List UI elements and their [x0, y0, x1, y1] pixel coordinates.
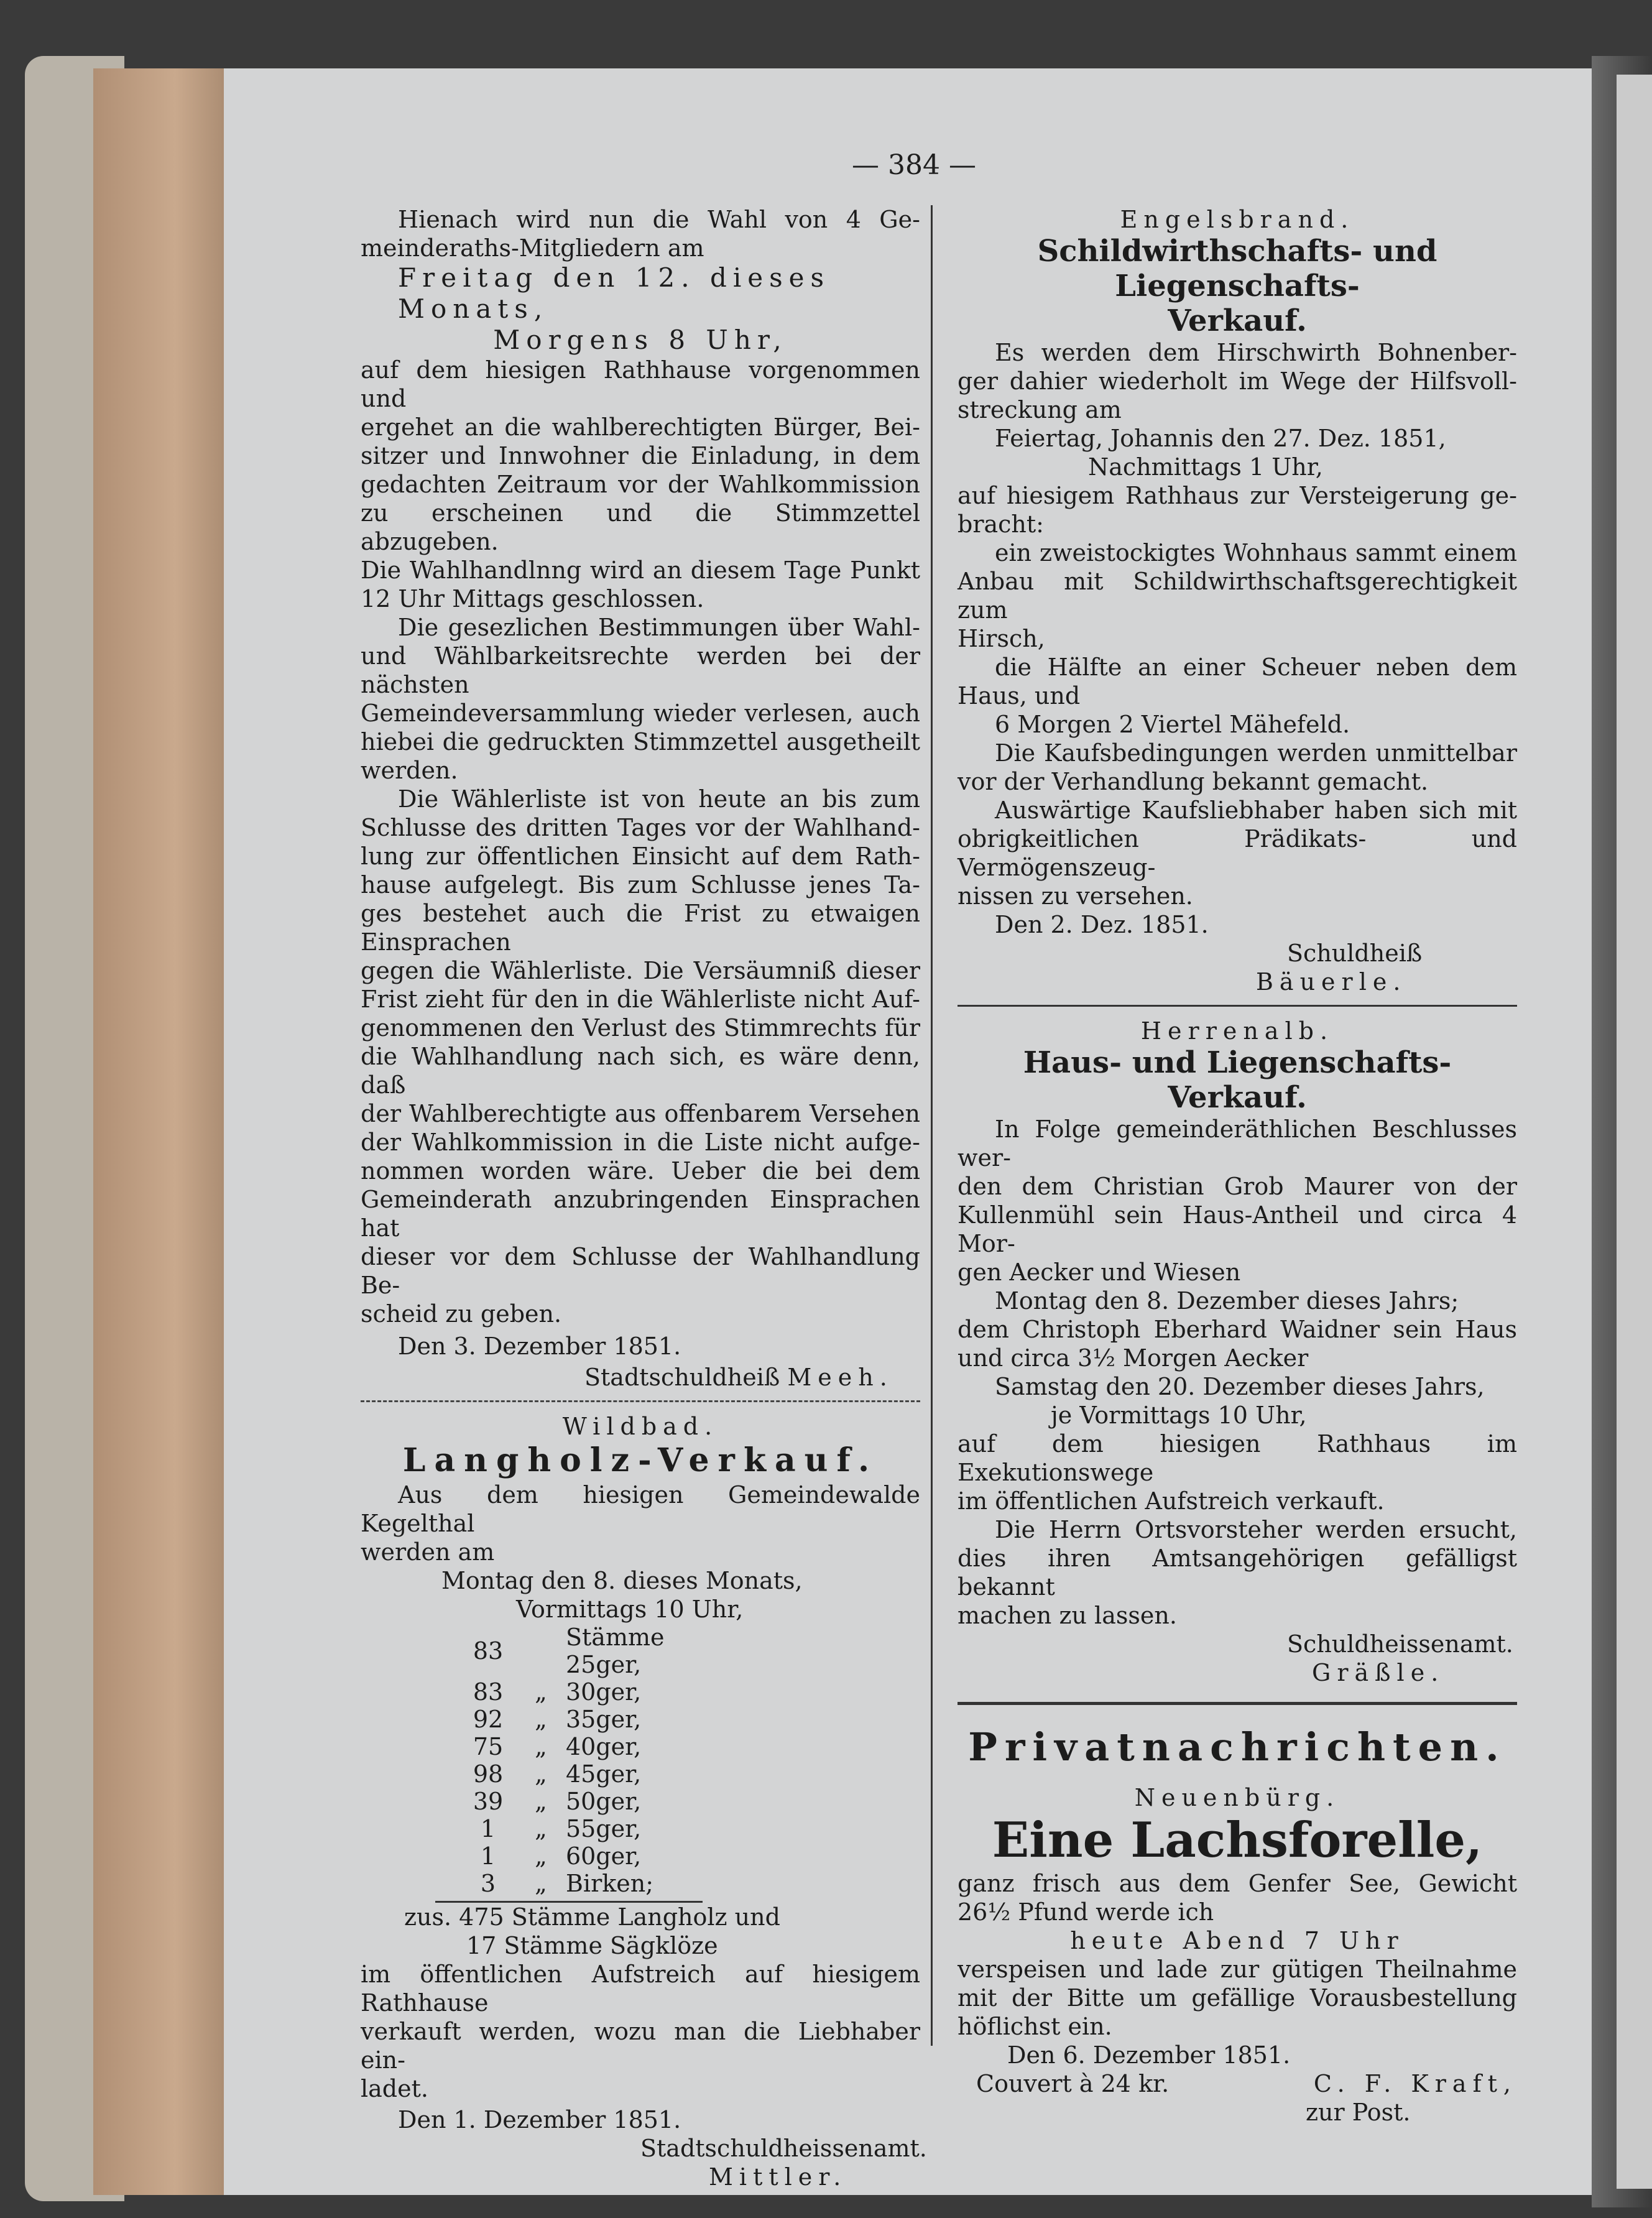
text-line: auf dem hiesigen Rathhause vorgenommen und [361, 356, 920, 412]
text-line: die Hälfte an einer Scheuer neben dem [995, 654, 1517, 681]
ditto-mark: „ [535, 1706, 547, 1733]
text-line: Frist zieht für den in die Wählerliste nicht Auf- [361, 986, 920, 1013]
text-line: nommen worden wäre. Ueber die bei dem [361, 1157, 920, 1185]
text-line: 26½ Pfund werde ich [958, 1898, 1214, 1926]
price-note: Couvert à 24 kr. [976, 2070, 1170, 2097]
row-item: 60ger, [566, 1842, 642, 1870]
place-name: Wildbad. [562, 1413, 719, 1440]
table-row [460, 1842, 721, 1870]
text-line: Die Herrn Ortsvorsteher werden ersucht, [995, 1516, 1517, 1543]
text-line: scheid zu geben. [361, 1300, 562, 1328]
text-line: und Wählbarkeitsrechte werden bei der nächsten [361, 642, 920, 698]
text-line: dies ihren Amtsangehörigen gefälligst bekannt [958, 1545, 1517, 1601]
table-row [460, 1788, 721, 1815]
text-line: Hienach wird nun die Wahl von 4 Ge- [398, 206, 920, 233]
row-count: 92 [473, 1706, 504, 1733]
signature [361, 1363, 920, 1392]
signature-name: Bäuerle. [1256, 968, 1407, 996]
text-line: hiebei die gedruckten Stimmzettel ausgetheilt [361, 728, 920, 756]
facing-page-edge [1617, 75, 1652, 2189]
text-line: vor der Verhandlung bekannt gemacht. [958, 768, 1429, 795]
text-line: ganz frisch aus dem Genfer See, Gewicht [958, 1870, 1517, 1897]
right-column [958, 205, 1517, 2127]
text-line: lung zur öffentlichen Einsicht auf dem Rath- [361, 843, 920, 870]
signature-name: Mittler. [709, 2163, 847, 2191]
text-line: ergehet an die wahlberechtigten Bürger, Bei- [361, 414, 920, 441]
page-stack-edge [93, 68, 230, 2195]
text-line: verkauft werden, wozu man die Liebhaber ein- [361, 2018, 920, 2074]
notice-title: Eine Lachsforelle, [992, 1812, 1483, 1869]
row-item: 40ger, [566, 1733, 642, 1760]
text-line: ein zweistockigtes Wohnhaus sammt einem [995, 539, 1517, 566]
date-line: Den 2. Dez. 1851. [995, 911, 1209, 938]
text-line: bracht: [958, 511, 1044, 538]
total-line: 17 Stämme Sägklöze [466, 1932, 718, 1959]
text-line: Es werden dem Hirschwirth Bohnenber- [995, 339, 1517, 366]
date-line: Feiertag, Johannis den 27. Dez. 1851, [995, 425, 1446, 452]
total-line: zus. 475 Stämme Langholz und [404, 1903, 780, 1931]
row-item: Birken; [566, 1870, 654, 1897]
text-line: Anbau mit Schildwirthschaftsgerechtigkeit zum [958, 568, 1517, 624]
ditto-mark: „ [535, 1815, 547, 1842]
row-count: 83 [473, 1637, 504, 1665]
date-line: Morgens 8 Uhr, [493, 325, 788, 355]
text-line: Die Kaufsbedingungen werden unmittelbar [995, 739, 1517, 767]
date-line: Vormittags 10 Uhr, [516, 1596, 744, 1623]
row-item: 45ger, [566, 1760, 642, 1788]
ditto-mark [516, 1624, 566, 1678]
text-line: mit der Bitte um gefällige Vorausbestellung [958, 1984, 1517, 2012]
text-line: In Folge gemeinderäthlichen Beschlusses wer- [958, 1116, 1517, 1171]
table-row [460, 1624, 721, 1678]
date-line: Samstag den 20. Dezember dieses Jahrs, [995, 1373, 1485, 1400]
date-line: Montag den 8. Dezember dieses Jahrs; [995, 1287, 1459, 1315]
text-line: werden am [361, 1538, 495, 1566]
date-line: Den 6. Dezember 1851. [1007, 2041, 1291, 2069]
text-line: die Wahlhandlung nach sich, es wäre denn, daß [361, 1043, 920, 1099]
text-line: sitzer und Innwohner die Einladung, in dem [361, 442, 920, 469]
text-line: Gemeinderath anzubringenden Einsprachen hat [361, 1186, 920, 1242]
text-line: gegen die Wählerliste. Die Versäumniß dieser [361, 957, 920, 984]
table-row [460, 1733, 721, 1760]
text-line: Schlusse des dritten Tages vor der Wahlhand- [361, 814, 920, 841]
text-line: hause aufgelegt. Bis zum Schlusse jenes Ta- [361, 871, 920, 899]
text-line: Auswärtige Kaufsliebhaber haben sich mit [995, 797, 1517, 824]
ditto-mark: „ [535, 1788, 547, 1815]
notice-heading: Verkauf. [1168, 303, 1307, 338]
signature-title: Stadtschuldheissenamt. [640, 2135, 927, 2162]
text-line: meinderaths-Mitgliedern am [361, 234, 704, 262]
ditto-mark: „ [535, 1870, 547, 1897]
row-count: 39 [473, 1788, 504, 1815]
time-line: heute Abend 7 Uhr [1070, 1927, 1405, 1954]
row-count: 1 [480, 1815, 496, 1842]
signature-line [958, 2069, 1517, 2098]
date-line: Montag den 8. dieses Monats, [441, 1567, 803, 1594]
signature-title: Stadtschuldheiß [584, 1364, 780, 1391]
signature-title: Schuldheiß [1287, 940, 1423, 967]
timber-table [460, 1624, 721, 1897]
section-divider [958, 1005, 1517, 1007]
text-line: verspeisen und lade zur gütigen Theilnahme [958, 1956, 1517, 1983]
text-line: zu erscheinen und die Stimmzettel abzugeben. [361, 499, 920, 555]
date-line: je Vormittags 10 Uhr, [1051, 1402, 1307, 1429]
privat-notice [958, 1724, 1517, 2127]
signature-place: zur Post. [1306, 2099, 1411, 2126]
text-line: nissen zu versehen. [958, 882, 1193, 910]
engelsbrand-notice [958, 205, 1517, 996]
text-line: Aus dem hiesigen Gemeindewalde Kegelthal [361, 1481, 920, 1537]
row-item: Stämme 25ger, [566, 1624, 665, 1678]
table-row [460, 1760, 721, 1788]
notice-heading: Langholz-Verkauf. [402, 1441, 879, 1479]
row-count: 83 [473, 1678, 504, 1706]
column-divider [931, 205, 933, 2046]
notice-heading: Schildwirthschafts- und Liegenschafts- [1037, 234, 1437, 303]
text-line: Hirsch, [958, 625, 1045, 652]
text-line: dieser vor dem Schlusse der Wahlhandlung Be- [361, 1243, 920, 1299]
ditto-mark: „ [535, 1678, 547, 1706]
wildbad-notice [361, 1412, 927, 2191]
text-line: ges bestehet auch die Frist zu etwaigen Einsprachen [361, 900, 920, 956]
text-line: 6 Morgen 2 Viertel Mähefeld. [995, 711, 1350, 738]
text-line: Die Wählerliste ist von heute an bis zum [398, 785, 920, 813]
left-column [361, 205, 927, 2191]
text-line: gen Aecker und Wiesen [958, 1259, 1241, 1286]
text-line: der Wahlkommission in die Liste nicht aufge- [361, 1129, 920, 1156]
date-line: Nachmittags 1 Uhr, [1088, 453, 1323, 481]
row-count: 1 [480, 1842, 496, 1870]
text-line: auf hiesigem Rathhaus zur Versteigerung ge- [958, 482, 1517, 509]
text-line: ger dahier wiederholt im Wege der Hilfsvoll- [958, 367, 1517, 395]
herrenalb-notice [958, 1017, 1517, 1687]
text-line: und circa 3½ Morgen Aecker [958, 1344, 1309, 1372]
text-line: Die gesezlichen Bestimmungen über Wahl- [398, 614, 920, 641]
text-line: der Wahlberechtigte aus offenbarem Versehen [361, 1100, 920, 1127]
text-line: Die Wahlhandlnng wird an diesem Tage Punkt [361, 557, 920, 584]
text-line: 12 Uhr Mittags geschlossen. [361, 585, 704, 612]
date-line: Den 1. Dezember 1851. [398, 2106, 681, 2133]
text-line: werden. [361, 757, 458, 784]
date-line: Den 3. Dezember 1851. [398, 1333, 681, 1360]
ditto-mark: „ [535, 1733, 547, 1760]
text-line: ladet. [361, 2075, 428, 2102]
row-item: 35ger, [566, 1706, 642, 1733]
text-line: im öffentlichen Aufstreich verkauft. [958, 1487, 1385, 1515]
notice-heading: Haus- und Liegenschafts-Verkauf. [1023, 1045, 1452, 1115]
table-row [460, 1870, 721, 1897]
table-row [460, 1706, 721, 1733]
place-name: Neuenbürg. [1134, 1784, 1341, 1811]
text-line: den dem Christian Grob Maurer von der [958, 1173, 1517, 1200]
ditto-mark: „ [535, 1842, 547, 1870]
text-line: im öffentlichen Aufstreich auf hiesigem Rathhause [361, 1961, 920, 2017]
text-line: obrigkeitlichen Prädikats- und Vermögenszeug- [958, 825, 1517, 881]
row-count: 98 [473, 1760, 504, 1788]
text-line: auf dem hiesigen Rathhaus im Exekutionswege [958, 1430, 1517, 1486]
section-divider [361, 1400, 920, 1402]
text-line: gedachten Zeitraum vor der Wahlkommission [361, 471, 920, 498]
text-line: höflichst ein. [958, 2013, 1112, 2040]
signature-name: C. F. Kraft, [1313, 2070, 1517, 2097]
text-line: Gemeindeversammlung wieder verlesen, auch [361, 700, 920, 727]
text-line: machen zu lassen. [958, 1602, 1177, 1629]
wahl-notice [361, 205, 920, 1392]
page-number: — 384 — [852, 149, 976, 181]
section-divider [958, 1702, 1517, 1705]
text-line: Haus, und [958, 682, 1081, 709]
ditto-mark: „ [535, 1760, 547, 1788]
row-item: 55ger, [566, 1815, 642, 1842]
row-count: 3 [480, 1870, 496, 1897]
row-count: 75 [473, 1733, 504, 1760]
signature-name: Gräßle. [1312, 1659, 1445, 1686]
signature-name: Meeh. [787, 1364, 893, 1391]
place-name: Herrenalb. [1140, 1017, 1334, 1045]
row-item: 30ger, [566, 1678, 642, 1706]
place-name: Engelsbrand. [1120, 206, 1355, 233]
date-line: Freitag den 12. dieses Monats, [398, 262, 831, 324]
row-item: 50ger, [566, 1788, 642, 1815]
text-line: streckung am [958, 396, 1122, 423]
text-line: Kullenmühl sein Haus-Antheil und circa 4 Mor- [958, 1201, 1517, 1257]
table-row [460, 1678, 721, 1706]
text-line: dem Christoph Eberhard Waidner sein Haus [958, 1316, 1517, 1343]
text-line: genommenen den Verlust des Stimmrechts für [361, 1014, 920, 1042]
table-row [460, 1815, 721, 1842]
section-heading: Privatnachrichten. [968, 1724, 1507, 1770]
signature-title: Schuldheissenamt. [1287, 1630, 1513, 1658]
